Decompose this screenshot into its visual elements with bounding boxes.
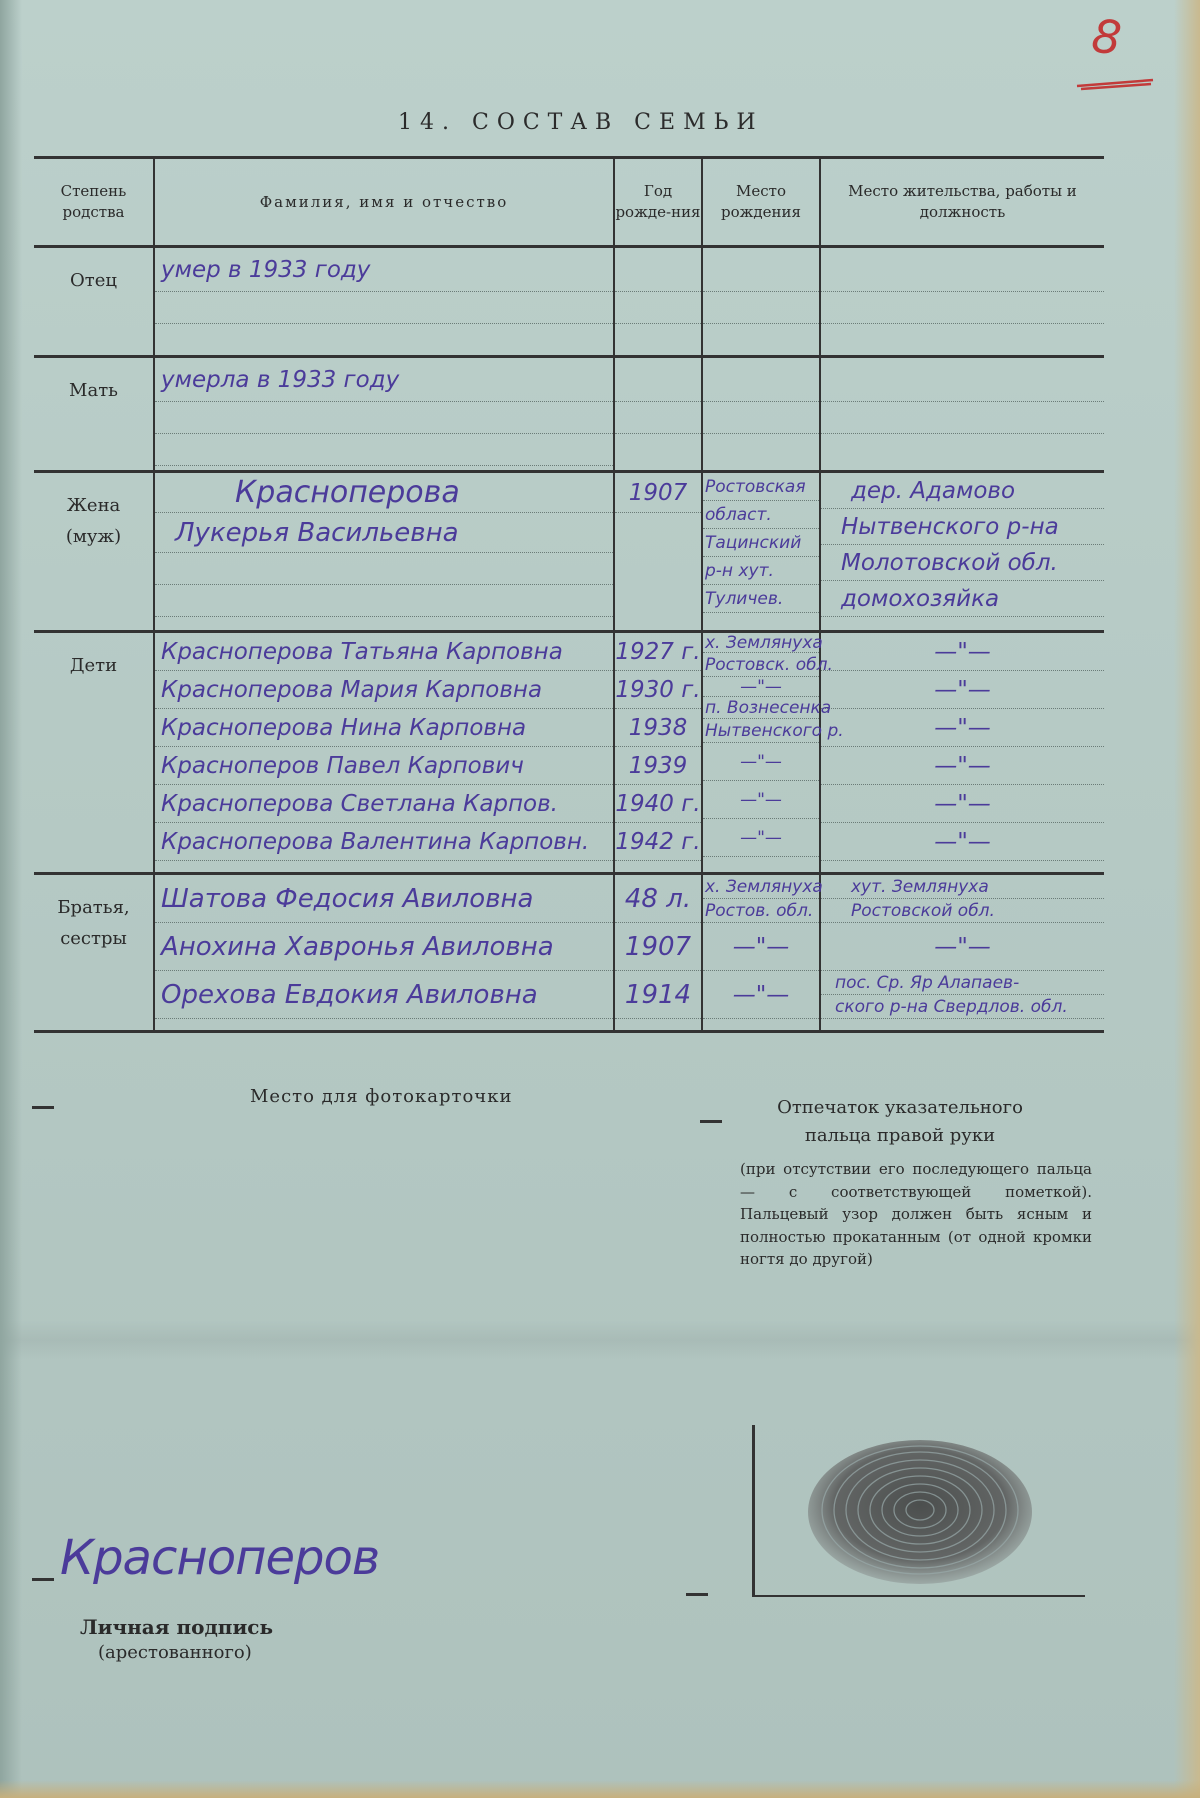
- year-cell: [614, 247, 702, 357]
- margin-dash: [32, 1578, 54, 1581]
- residence-cell: [820, 357, 1104, 472]
- birthplace-line: х. Землянуха: [705, 633, 823, 653]
- birthplace-line: Ростов. обл.: [703, 899, 819, 923]
- relation-cell: Отец: [34, 247, 154, 357]
- birthplace-line: —"—: [703, 677, 819, 697]
- paper-crease: [0, 1320, 1200, 1360]
- birthplace-line: —"—: [703, 923, 819, 971]
- family-row-siblings: [34, 874, 1104, 1032]
- blank-line: [615, 358, 701, 402]
- residence-line: —"—: [821, 923, 1104, 971]
- blank-line: [703, 248, 819, 292]
- paper-edge-right: [1174, 0, 1200, 1798]
- column-header-residence: Место жительства, работы и должность: [820, 158, 1104, 247]
- fingerprint-title-line: Отпечаток указательного: [777, 1097, 1023, 1118]
- family-table: [34, 156, 1104, 1033]
- birthplace-line: Ростовск. обл.: [705, 655, 833, 675]
- name-line: Красноперова Валентина Карповн.: [155, 823, 613, 861]
- column-header-name: Фамилия, имя и отчество: [154, 158, 614, 247]
- column-header-year: Год рожде-ния: [614, 158, 702, 247]
- name-line: Лукерья Васильевна: [155, 513, 613, 553]
- birthplace-line: —"—: [703, 781, 819, 819]
- section-title: 14. СОСТАВ СЕМЬИ: [398, 110, 764, 135]
- blank-line: [821, 358, 1104, 402]
- residence-line: —"—: [821, 823, 1104, 861]
- birthplace-line: —"—: [703, 971, 819, 1019]
- birthplace-line: —"—: [703, 819, 819, 857]
- blank-line: [615, 248, 701, 292]
- blank-line: [703, 358, 819, 402]
- family-row-children: [34, 632, 1104, 874]
- relation-cell: Братья, сестры: [34, 874, 154, 1032]
- birthplace-cell: [702, 874, 823, 1032]
- table-header-row: [34, 158, 1104, 247]
- signature-label: Личная подпись: [80, 1615, 274, 1639]
- blank-line: [821, 248, 1104, 292]
- residence-line: домохозяйка: [821, 581, 1104, 617]
- page-number-strike-mark: [1075, 78, 1155, 90]
- year-line: 1942 г.: [615, 823, 701, 861]
- residence-line: пос. Ср. Яр Алапаев-: [821, 971, 1104, 995]
- name-line: Красноперова Нина Карповна: [155, 709, 613, 747]
- year-line: 1914: [615, 971, 701, 1019]
- year-line: 1907: [615, 923, 701, 971]
- residence-cell: [820, 247, 1104, 357]
- name-line: умерла в 1933 году: [155, 358, 613, 402]
- year-line: 1940 г.: [615, 785, 701, 823]
- blank-line: [821, 292, 1104, 324]
- column-header-relation: Степень родства: [34, 158, 154, 247]
- name-line: Шатова Федосия Авиловна: [155, 875, 613, 923]
- year-cell: [614, 472, 702, 632]
- family-row-mother: [34, 357, 1104, 472]
- residence-line: ского р-на Свердлов. обл.: [821, 995, 1104, 1019]
- fingerprint-title-line: пальца правой руки: [804, 1124, 996, 1146]
- relation-cell: Мать: [34, 357, 154, 472]
- birthplace-line: Тацинский: [703, 529, 819, 557]
- year-line: 1939: [615, 747, 701, 785]
- name-line: Красноперова Татьяна Карповна: [155, 633, 613, 671]
- year-line: 48 л.: [615, 875, 701, 923]
- signature-sublabel: (арестованного): [98, 1642, 252, 1663]
- blank-line: [155, 402, 613, 434]
- margin-dash: [700, 1120, 722, 1123]
- year-cell: [614, 874, 702, 1032]
- name-cell: [154, 632, 614, 874]
- name-cell: [154, 472, 614, 632]
- residence-line: —"—: [821, 633, 1104, 671]
- blank-line: [821, 402, 1104, 434]
- family-row-father: [34, 247, 1104, 357]
- birthplace-line: Туличев.: [703, 585, 819, 613]
- relation-cell: Дети: [34, 632, 154, 874]
- residence-line: —"—: [821, 709, 1104, 747]
- birthplace-cell: [702, 632, 844, 874]
- blank-line: [703, 292, 819, 324]
- residence-cell: [820, 472, 1104, 632]
- relation-cell: Жена (муж): [34, 472, 154, 632]
- birthplace-line: х. Землянуха: [705, 877, 823, 897]
- residence-line: Молотовской обл.: [821, 545, 1104, 581]
- margin-dash: [686, 1593, 708, 1596]
- birthplace-cell: [702, 247, 820, 357]
- fingerprint-image: [800, 1440, 1040, 1590]
- residence-line: Ростовской обл.: [821, 899, 1104, 923]
- birthplace-line: Нытвенского р.: [705, 721, 844, 741]
- blank-line: [155, 585, 613, 617]
- residence-line: дер. Адамово: [821, 473, 1104, 509]
- blank-line: [155, 553, 613, 585]
- blank-line: [615, 292, 701, 324]
- handwritten-signature: Красноперов: [60, 1530, 380, 1586]
- residence-line: —"—: [821, 785, 1104, 823]
- birthplace-line: —"—: [703, 743, 819, 781]
- name-cell: [154, 247, 614, 357]
- birthplace-line: област.: [703, 501, 819, 529]
- birthplace-line: Ростовская: [703, 473, 819, 501]
- residence-line: Нытвенского р-на: [821, 509, 1104, 545]
- residence-line: хут. Землянуха: [821, 875, 1104, 899]
- blank-line: [703, 402, 819, 434]
- name-line: Красноперова: [155, 473, 613, 513]
- year-cell: [614, 632, 702, 874]
- year-line: 1930 г.: [615, 671, 701, 709]
- page-number: 8: [1089, 8, 1125, 66]
- name-line: Красноперов Павел Карпович: [155, 747, 613, 785]
- name-cell: [154, 874, 614, 1032]
- blank-line: [155, 292, 613, 324]
- birthplace-line: п. Вознесенка: [705, 698, 832, 718]
- blank-line: [615, 402, 701, 434]
- year-line: 1927 г.: [615, 633, 701, 671]
- name-cell: [154, 357, 614, 472]
- fingerprint-instructions: (при отсутствии его последующего пальца — с соответствующей пометкой). Пальцевый узор должен быть ясным и полностью прокатанным (от одной кромки ногтя до другой): [740, 1160, 1092, 1268]
- year-line: 1907: [615, 473, 701, 513]
- birthplace-cell: [702, 472, 820, 632]
- name-line: умер в 1933 году: [155, 248, 613, 292]
- name-line: Орехова Евдокия Авиловна: [155, 971, 613, 1019]
- year-line: 1938: [615, 709, 701, 747]
- residence-line: —"—: [821, 747, 1104, 785]
- paper-edge-left: [0, 0, 22, 1798]
- column-header-birthplace: Место рождения: [702, 158, 820, 247]
- birthplace-line: р-н хут.: [703, 557, 819, 585]
- paper-edge-bottom: [0, 1780, 1200, 1798]
- birthplace-cell: [702, 357, 820, 472]
- residence-cell: [820, 874, 1104, 1032]
- fingerprint-title: [720, 1094, 1080, 1150]
- name-line: Красноперова Светлана Карпов.: [155, 785, 613, 823]
- name-line: Анохина Хавронья Авиловна: [155, 923, 613, 971]
- margin-dash: [32, 1106, 54, 1109]
- name-line: Красноперова Мария Карповна: [155, 671, 613, 709]
- family-row-wife: [34, 472, 1104, 632]
- blank-line: [155, 434, 613, 466]
- year-cell: [614, 357, 702, 472]
- photo-placeholder-label: Место для фотокарточки: [250, 1086, 513, 1107]
- residence-cell: [820, 632, 1104, 874]
- residence-line: —"—: [821, 671, 1104, 709]
